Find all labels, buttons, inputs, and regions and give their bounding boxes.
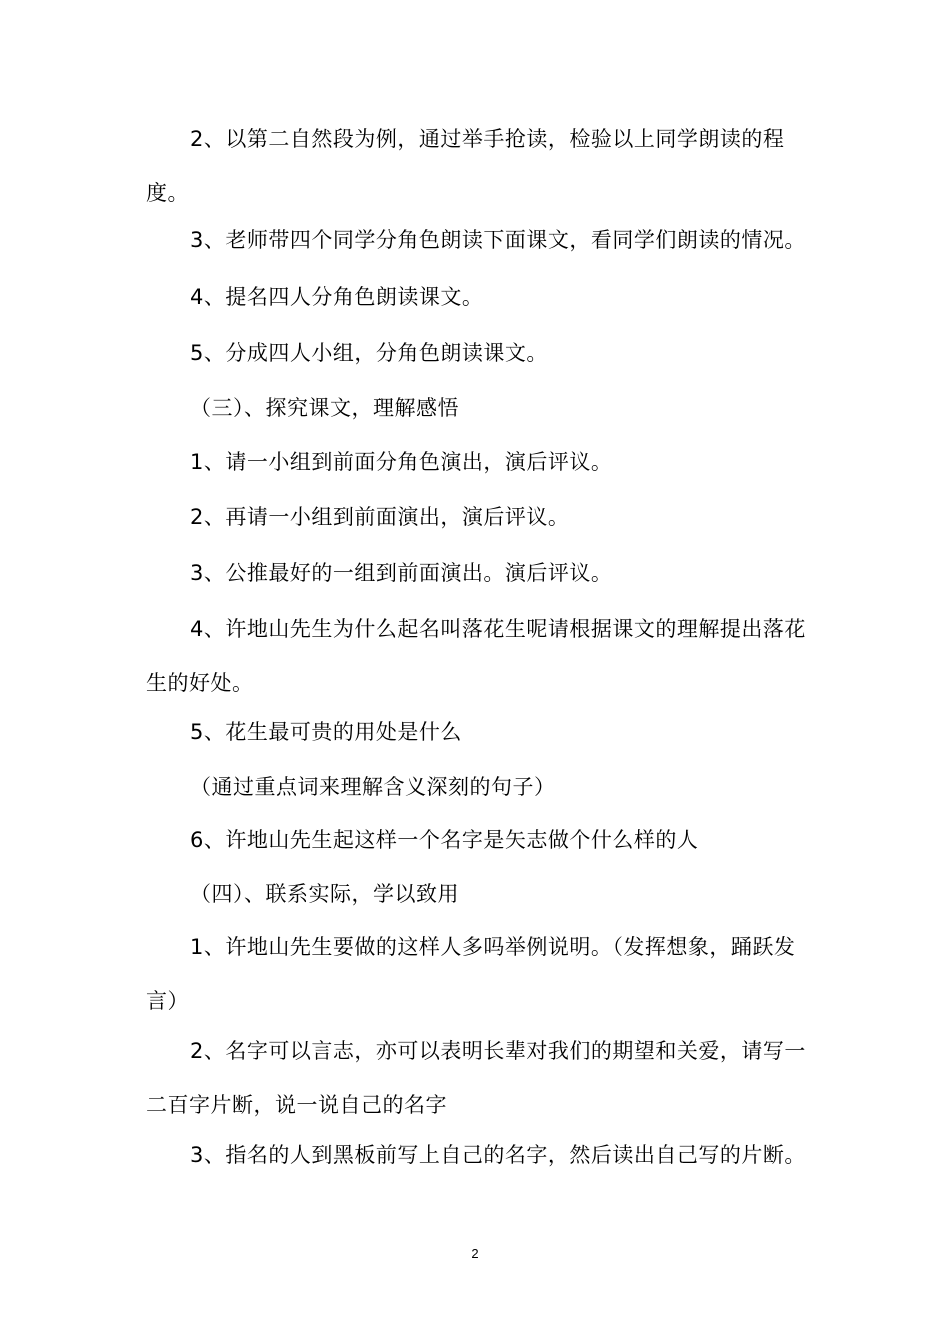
paragraph-13: 2、名字可以言志，亦可以表明长辈对我们的期望和关爱，请写一二百字片断，说一说自己的名字 (146, 1039, 806, 1117)
paragraph-10: （通过重点词来理解含义深刻的句子） (190, 775, 556, 799)
paragraph-6: 2、再请一小组到前面演出，演后评议。 (190, 505, 570, 529)
paragraph-11: 6、许地山先生起这样一个名字是矢志做个什么样的人 (190, 828, 699, 852)
paragraph-4: 5、分成四人小组，分角色朗读课文。 (190, 341, 548, 365)
section-heading-3: （三）、探究课文，理解感悟 (190, 396, 459, 420)
paragraph-1: 2、以第二自然段为例，通过举手抢读，检验以上同学朗读的程度。 (146, 127, 785, 205)
paragraph-8: 4、许地山先生为什么起名叫落花生呢请根据课文的理解提出落花生的好处。 (146, 617, 806, 695)
paragraph-12: 1、许地山先生要做的这样人多吗举例说明。（发挥想象，踊跃发言） (146, 935, 796, 1013)
paragraph-7: 3、公推最好的一组到前面演出。演后评议。 (190, 561, 613, 585)
paragraph-2: 3、老师带四个同学分角色朗读下面课文，看同学们朗读的情况。 (190, 228, 806, 252)
paragraph-14: 3、指名的人到黑板前写上自己的名字，然后读出自己写的片断。 (190, 1143, 806, 1167)
paragraph-3: 4、提名四人分角色朗读课文。 (190, 285, 484, 309)
paragraph-9: 5、花生最可贵的用处是什么 (190, 720, 462, 744)
section-heading-4: （四）、联系实际，学以致用 (190, 882, 459, 906)
paragraph-5: 1、请一小组到前面分角色演出，演后评议。 (190, 450, 613, 474)
page-number: 2 (471, 1246, 479, 1261)
